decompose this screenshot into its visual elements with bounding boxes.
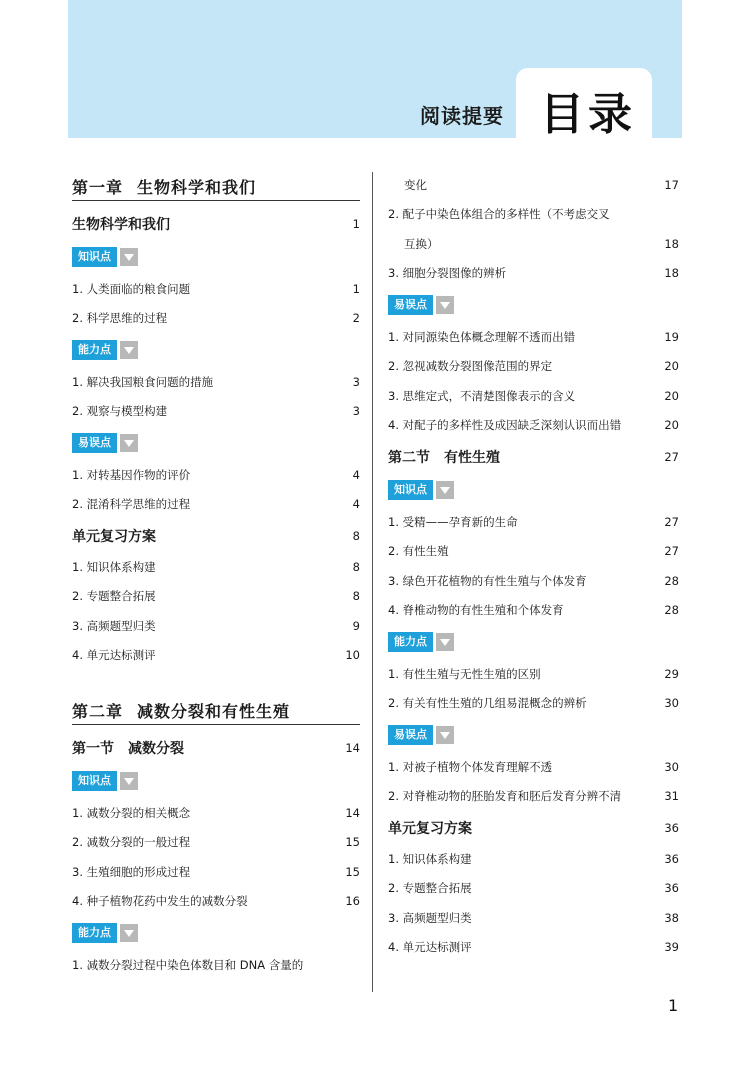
toc-entry[interactable] [388,689,679,719]
toc-entry-title: 3. 高频题型归类 [72,618,156,633]
toc-entry[interactable] [388,352,679,382]
toc-page-number: 8 [352,589,360,604]
toc-page-number: 30 [664,759,679,774]
triangle-down-icon [120,341,138,359]
page-title: 目录 [540,89,636,140]
toc-entry[interactable] [72,641,360,671]
triangle-down-icon [436,296,454,314]
toc-page-number: 19 [664,329,679,344]
toc-page-number: 29 [664,666,679,681]
toc-entry[interactable] [388,874,679,904]
toc-entry-continued[interactable] [388,229,679,259]
toc-entry[interactable] [72,611,360,641]
toc-page-number: 4 [352,497,360,512]
toc-page-number: 2 [352,311,360,326]
toc-entry-title: 2. 有性生殖 [388,544,449,559]
toc-entry[interactable] [72,460,360,490]
toc-entry-title: 3. 绿色开花植物的有性生殖与个体发育 [388,573,587,588]
toc-page-number: 28 [664,603,679,618]
toc-entry[interactable] [72,367,360,397]
triangle-down-icon [436,726,454,744]
toc-page-number: 14 [345,805,360,820]
toc-entry-title: 4. 脊椎动物的有性生殖和个体发育 [388,603,564,618]
toc-entry-title: 3. 高频题型归类 [388,910,472,925]
toc-page-number: 16 [345,894,360,909]
chapter-number: 第二章 [72,702,124,721]
column-divider [372,172,373,992]
toc-page-number: 14 [345,740,360,755]
toc-entry-title: 3. 细胞分裂图像的辨析 [388,266,507,281]
toc-entry-title: 2. 专题整合拓展 [388,881,472,896]
tag-error-point [388,718,679,752]
toc-page-number: 36 [664,820,679,835]
triangle-down-icon [436,633,454,651]
toc-entry-title: 1. 人类面临的粮食问题 [72,281,191,296]
tag-label: 知识点 [388,480,433,500]
chapter-title: 减数分裂和有性生殖 [137,702,291,721]
toc-entry-title: 1. 减数分裂的相关概念 [72,805,191,820]
toc-entry[interactable] [72,397,360,427]
chapter-title: 生物科学和我们 [137,178,257,197]
toc-entry[interactable] [388,933,679,963]
toc-entry-title [388,447,500,467]
toc-entry-continued[interactable] [388,170,679,200]
toc-page-number: 20 [664,388,679,403]
toc-page-number: 36 [664,881,679,896]
toc-entry[interactable] [388,259,679,289]
toc-left-column [72,172,360,980]
header-subtitle: 阅读提要 [420,104,504,128]
toc-entry[interactable] [72,490,360,520]
section-title: 有性生殖 [444,449,500,466]
toc-entry[interactable] [72,274,360,304]
toc-entry[interactable] [72,304,360,334]
tag-label: 知识点 [72,247,117,267]
toc-entry[interactable] [388,507,679,537]
toc-page-number: 27 [664,449,679,464]
chapter-heading [72,696,360,725]
tag-ability-point [72,916,360,950]
toc-entry[interactable] [72,950,360,980]
tag-error-point [72,426,360,460]
toc-right-column [388,170,679,962]
tag-knowledge-point [72,764,360,798]
tag-label: 易误点 [72,433,117,453]
toc-page-number: 36 [664,851,679,866]
tag-label: 易误点 [388,295,433,315]
toc-page-number: 4 [352,467,360,482]
tag-label: 知识点 [72,771,117,791]
toc-page-number: 8 [352,528,360,543]
toc-entry[interactable] [388,411,679,441]
toc-entry[interactable] [72,887,360,917]
toc-page-number: 15 [345,864,360,879]
tag-error-point [388,288,679,322]
toc-page-number: 1 [352,216,360,231]
toc-page-number: 10 [345,648,360,663]
tag-label: 能力点 [388,632,433,652]
tag-label: 能力点 [72,923,117,943]
toc-entry-title: 4. 对配子的多样性及成因缺乏深刻认识而出错 [388,418,622,433]
toc-entry[interactable] [72,798,360,828]
toc-page-number: 20 [664,418,679,433]
toc-page-number: 38 [664,910,679,925]
toc-entry-title: 1. 受精——孕育新的生命 [388,514,518,529]
toc-entry-title: 3. 生殖细胞的形成过程 [72,864,191,879]
tag-label: 能力点 [72,340,117,360]
toc-entry-title: 4. 单元达标测评 [388,940,472,955]
toc-entry-title: 2. 对脊椎动物的胚胎发育和胚后发育分辨不清 [388,789,622,804]
toc-entry-title: 1. 减数分裂过程中染色体数目和 DNA 含量的 [72,957,304,972]
toc-page-number: 15 [345,835,360,850]
toc-entry-title: 1. 对被子植物个体发育理解不透 [388,759,553,774]
toc-page-number: 8 [352,559,360,574]
toc-page-number: 28 [664,573,679,588]
toc-page-number: 27 [664,514,679,529]
toc-section[interactable] [388,811,679,844]
toc-entry[interactable] [388,844,679,874]
toc-section[interactable] [72,519,360,552]
toc-page-number: 3 [352,404,360,419]
toc-entry-title: 1. 解决我国粮食问题的措施 [72,374,214,389]
chapter-number: 第一章 [72,178,124,197]
toc-entry-title: 2. 减数分裂的一般过程 [72,835,191,850]
toc-entry-title: 2. 配子中染色体组合的多样性（不考虑交叉 [388,207,610,222]
toc-entry[interactable] [388,752,679,782]
toc-entry[interactable] [388,200,679,230]
toc-entry[interactable] [72,857,360,887]
toc-section[interactable] [72,731,360,764]
triangle-down-icon [120,248,138,266]
toc-entry-title: 1. 有性生殖与无性生殖的区别 [388,666,541,681]
toc-entry-title: 1. 对转基因作物的评价 [72,467,191,482]
toc-page-number: 31 [664,789,679,804]
toc-entry[interactable] [388,782,679,812]
toc-entry-title: 1. 对同源染色体概念理解不透而出错 [388,329,576,344]
toc-entry-title: 2. 观察与模型构建 [72,404,168,419]
toc-entry-title: 2. 忽视减数分裂图像范围的界定 [388,359,553,374]
toc-page-number: 27 [664,544,679,559]
toc-entry-title: 2. 混淆科学思维的过程 [72,497,191,512]
toc-entry-title: 4. 单元达标测评 [72,648,156,663]
tag-ability-point [72,333,360,367]
toc-page-number: 3 [352,374,360,389]
toc-page-number: 9 [352,618,360,633]
toc-entry[interactable] [388,322,679,352]
triangle-down-icon [120,772,138,790]
tag-label: 易误点 [388,725,433,745]
toc-entry[interactable] [388,537,679,567]
toc-entry-title [72,738,184,758]
toc-entry[interactable] [388,596,679,626]
toc-entry[interactable] [72,552,360,582]
toc-entry-title: 4. 种子植物花药中发生的减数分裂 [72,894,248,909]
toc-entry-title: 3. 思维定式，不清楚图像表示的含义 [388,388,576,403]
toc-entry-title: 2. 专题整合拓展 [72,589,156,604]
toc-entry[interactable] [72,582,360,612]
toc-entry-title: 变化 [404,177,427,192]
chapter-heading [72,172,360,201]
toc-entry-title: 2. 有关有性生殖的几组易混概念的辨析 [388,696,587,711]
toc-entry[interactable] [72,828,360,858]
toc-entry[interactable] [388,903,679,933]
section-number: 第二节 [388,449,430,466]
toc-entry-title: 1. 知识体系构建 [388,851,472,866]
toc-page-number: 18 [664,236,679,251]
toc-entry-title: 单元复习方案 [72,528,156,545]
toc-entry-title: 生物科学和我们 [72,216,170,233]
toc-page-number: 17 [664,177,679,192]
page-number: 1 [668,996,679,1015]
toc-section[interactable] [388,440,679,473]
toc-page-number: 39 [664,940,679,955]
toc-section[interactable] [72,207,360,240]
toc-entry-title: 互换） [404,236,439,251]
section-title: 减数分裂 [128,740,184,757]
toc-entry[interactable] [388,659,679,689]
toc-page-number: 20 [664,359,679,374]
toc-page-number: 1 [352,281,360,296]
triangle-down-icon [120,434,138,452]
triangle-down-icon [120,924,138,942]
section-number: 第一节 [72,740,114,757]
toc-entry-title: 2. 科学思维的过程 [72,311,168,326]
tag-knowledge-point [388,473,679,507]
toc-entry-title: 单元复习方案 [388,820,472,837]
tag-knowledge-point [72,240,360,274]
triangle-down-icon [436,481,454,499]
tag-ability-point [388,625,679,659]
toc-page-number: 30 [664,696,679,711]
toc-entry-title: 1. 知识体系构建 [72,559,156,574]
toc-entry[interactable] [388,566,679,596]
toc-entry[interactable] [388,381,679,411]
toc-page-number: 18 [664,266,679,281]
